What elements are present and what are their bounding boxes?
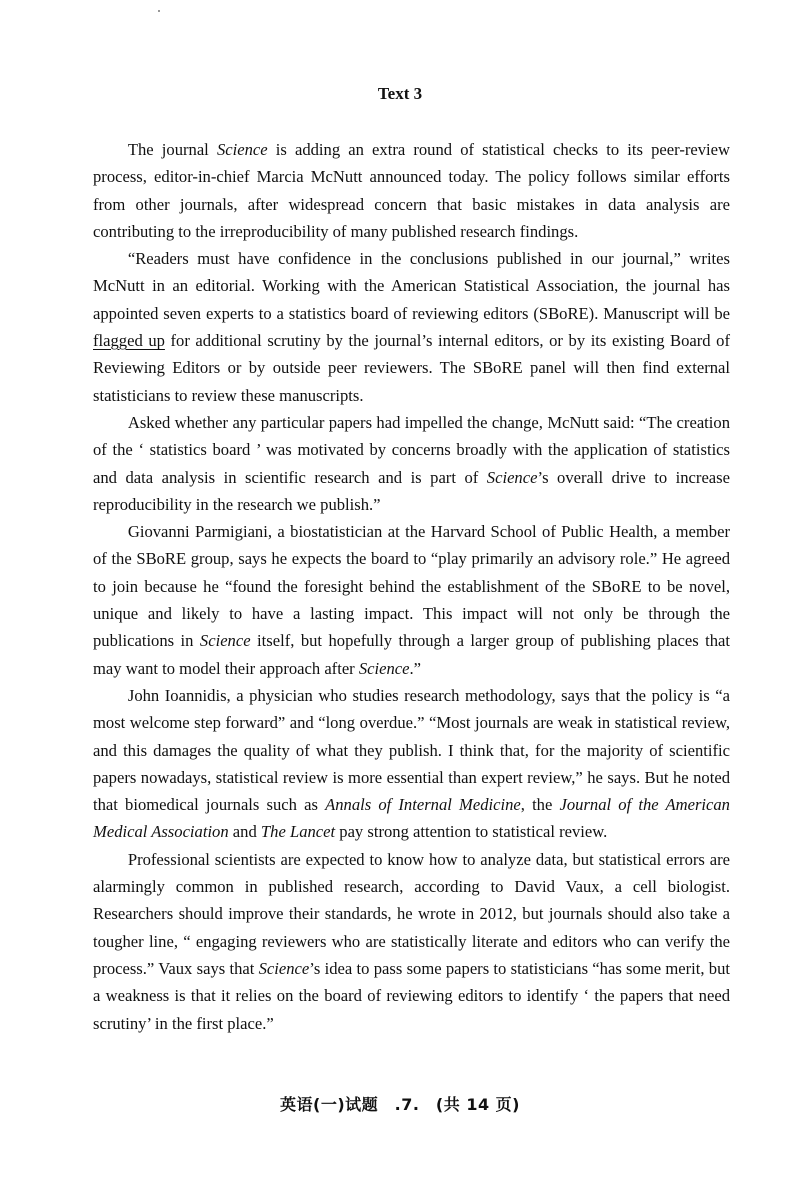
article-body [93, 136, 730, 1037]
paragraph-3 [93, 409, 730, 518]
para-4-text: .” [409, 658, 422, 678]
para-4-text: Giovanni Parmigiani, a biostatistician at the Harvard School of Public Health, a member of the SBoRE group, says he expects the board to “play primarily an advisory role.” He agreed to join because he “found the foresight behind the establishment of the SBoRE to be novel, unique and likely to have a lasting impact. This impact will not only be through the publications in [93, 522, 730, 651]
para-5-text: and [228, 822, 261, 842]
paragraph-5 [93, 682, 730, 846]
para-5-italic: Annals of Internal Medicine [325, 795, 521, 815]
para-4-italic: Science [199, 631, 251, 651]
para-1-text: The journal [127, 140, 217, 159]
para-4-text: itself, but hopefully through a larger group of publishing places that may want to model their approach after [93, 631, 730, 678]
para-6-text: Professional scientists are expected to know how to analyze data, but statistical errors are alarmingly common in published research, according to David Vaux, a cell biologist. Researchers should improve their standards, he wrote in 2012, but journals should also take a tougher line, “ engaging reviewers who are statistically literate and editors who can verify the process.” Vaux says that [93, 849, 730, 978]
para-6-text: ’s idea to pass some papers to statisticians “has some merit, but a weakness is that it relies on the board of reviewing editors to identify ‘ the papers that need scrutiny’ in the first place.” [93, 958, 730, 1033]
para-5-text: John Ioannidis, a physician who studies research methodology, says that the policy is “a most welcome step forward” and “long overdue.” “Most journals are weak in statistical review, and this damages the quality of what they publish. I think that, for the majority of scientific papers nowadays, statistical review is more essential than expert review,” he says. But he noted that biomedical journals such as [93, 685, 730, 815]
page-footer: 英语(一)试题 .7. (共 14 页) [280, 1095, 520, 1114]
paragraph-2 [93, 245, 730, 409]
paragraph-6 [93, 846, 730, 1037]
para-2-text: for additional scrutiny by the journal’s internal editors, or by its existing Board of Reviewing Editors or by outside peer reviewers. The SBoRE panel will then find external statisticians to review these manuscripts. [93, 331, 731, 405]
para-4-italic: Science [358, 658, 410, 678]
para-5-text: , the [520, 795, 560, 815]
para-5-italic: The Lancet [260, 822, 336, 842]
text-title: Text 3 [377, 84, 423, 103]
para-3-italic: Science [486, 467, 538, 487]
para-6-italic: Science [258, 958, 310, 978]
para-3-text: Asked whether any particular papers had impelled the change, McNutt said: “The creation of the ‘ statistics board ’ was motivated by concerns broadly with the application of statistics and data analysis in scientific research and is part of [93, 412, 730, 487]
paragraph-1 [93, 136, 730, 245]
para-1-text: is adding an extra round of statistical checks to its peer-review process, editor-in-chief Marcia McNutt announced today. The policy follows similar efforts from other journals, after widespread concern that basic mistakes in data analysis are contributing to the irreproducibility of many published research findings. [93, 140, 730, 241]
para-2-text: “Readers must have confidence in the conclusions published in our journal,” writes McNutt in an editorial. Working with the American Statistical Association, the journal has appointed seven experts to a statistics board of reviewing editors (SBoRE). Manuscript will be [93, 249, 730, 323]
para-5-italic: Journal of the American Medical Association [93, 795, 730, 842]
para-3-text: ’s overall drive to increase reproducibility in the research we publish.” [93, 467, 730, 514]
paragraph-4 [93, 518, 730, 682]
para-1-italic: Science [216, 140, 268, 159]
para-5-text: pay strong attention to statistical review. [335, 822, 608, 842]
underlined-phrase: flagged up [93, 331, 165, 351]
scan-speck [158, 10, 160, 12]
